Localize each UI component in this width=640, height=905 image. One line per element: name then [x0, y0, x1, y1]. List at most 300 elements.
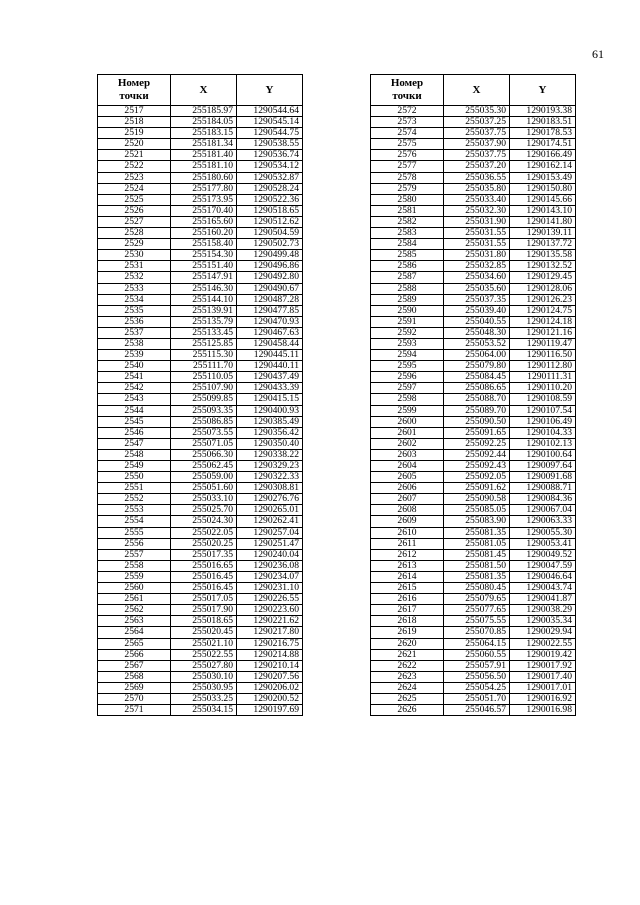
cell-x: 255022.05: [171, 527, 237, 538]
cell-y: 1290240.04: [237, 549, 303, 560]
cell-x: 255181.10: [171, 161, 237, 172]
table-row: [98, 649, 303, 660]
cell-point-number: 2594: [371, 350, 444, 361]
cell-point-number: 2611: [371, 538, 444, 549]
cell-point-number: 2568: [98, 671, 171, 682]
cell-x: 255060.55: [444, 649, 510, 660]
cell-y: 1290047.59: [510, 560, 576, 571]
cell-x: 255032.85: [444, 261, 510, 272]
table-row: [98, 438, 303, 449]
cell-y: 1290400.93: [237, 405, 303, 416]
table-row: [98, 294, 303, 305]
cell-x: 255146.30: [171, 283, 237, 294]
cell-point-number: 2599: [371, 405, 444, 416]
cell-y: 1290116.50: [510, 350, 576, 361]
cell-point-number: 2522: [98, 161, 171, 172]
cell-y: 1290210.14: [237, 660, 303, 671]
cell-x: 255090.50: [444, 416, 510, 427]
cell-y: 1290100.64: [510, 449, 576, 460]
cell-x: 255089.70: [444, 405, 510, 416]
table-row: [371, 194, 576, 205]
cell-point-number: 2585: [371, 250, 444, 261]
cell-x: 255030.95: [171, 682, 237, 693]
table-row: [371, 693, 576, 704]
table-row: [98, 516, 303, 527]
cell-x: 255020.45: [171, 627, 237, 638]
table-row: [98, 638, 303, 649]
table-row: [98, 416, 303, 427]
cell-y: 1290135.58: [510, 250, 576, 261]
cell-x: 255037.20: [444, 161, 510, 172]
table-row: [98, 106, 303, 117]
table-row: [98, 693, 303, 704]
table-row: [371, 516, 576, 527]
cell-x: 255031.55: [444, 228, 510, 239]
page-number: 61: [592, 47, 604, 61]
cell-point-number: 2570: [98, 693, 171, 704]
table-row: [371, 616, 576, 627]
cell-x: 255133.45: [171, 327, 237, 338]
cell-point-number: 2575: [371, 139, 444, 150]
cell-y: 1290124.18: [510, 316, 576, 327]
cell-point-number: 2542: [98, 383, 171, 394]
cell-y: 1290415.15: [237, 394, 303, 405]
cell-point-number: 2582: [371, 216, 444, 227]
cell-x: 255079.80: [444, 361, 510, 372]
cell-y: 1290207.56: [237, 671, 303, 682]
table-row: [371, 150, 576, 161]
cell-x: 255037.75: [444, 128, 510, 139]
cell-y: 1290019.42: [510, 649, 576, 660]
cell-x: 255033.10: [171, 494, 237, 505]
table-row: [98, 705, 303, 716]
cell-y: 1290251.47: [237, 538, 303, 549]
cell-x: 255180.60: [171, 172, 237, 183]
cell-point-number: 2578: [371, 172, 444, 183]
cell-y: 1290110.20: [510, 383, 576, 394]
cell-x: 255031.80: [444, 250, 510, 261]
cell-x: 255139.91: [171, 305, 237, 316]
cell-x: 255024.30: [171, 516, 237, 527]
cell-point-number: 2604: [371, 461, 444, 472]
cell-x: 255035.60: [444, 283, 510, 294]
cell-y: 1290016.92: [510, 693, 576, 704]
table-row: [371, 117, 576, 128]
cell-y: 1290102.13: [510, 438, 576, 449]
table-row: [371, 338, 576, 349]
cell-y: 1290236.08: [237, 560, 303, 571]
cell-y: 1290490.67: [237, 283, 303, 294]
cell-point-number: 2532: [98, 272, 171, 283]
cell-y: 1290496.86: [237, 261, 303, 272]
cell-x: 255016.45: [171, 571, 237, 582]
cell-y: 1290084.36: [510, 494, 576, 505]
table-row: [371, 416, 576, 427]
table-row: [371, 594, 576, 605]
table-row: [371, 250, 576, 261]
table-row: [98, 338, 303, 349]
column-header-y: Y: [510, 75, 576, 106]
cell-point-number: 2601: [371, 427, 444, 438]
cell-point-number: 2581: [371, 205, 444, 216]
cell-point-number: 2622: [371, 660, 444, 671]
cell-point-number: 2547: [98, 438, 171, 449]
table-row: [98, 616, 303, 627]
cell-y: 1290538.55: [237, 139, 303, 150]
cell-x: 255037.75: [444, 150, 510, 161]
table-row: [98, 139, 303, 150]
cell-point-number: 2567: [98, 660, 171, 671]
cell-x: 255031.90: [444, 216, 510, 227]
cell-x: 255092.05: [444, 472, 510, 483]
table-row: [98, 671, 303, 682]
cell-y: 1290522.36: [237, 194, 303, 205]
table-row: [371, 172, 576, 183]
cell-y: 1290055.30: [510, 527, 576, 538]
table-row: [371, 405, 576, 416]
cell-x: 255092.44: [444, 449, 510, 460]
cell-y: 1290276.76: [237, 494, 303, 505]
cell-point-number: 2563: [98, 616, 171, 627]
cell-point-number: 2530: [98, 250, 171, 261]
table-row: [371, 216, 576, 227]
table-row: [371, 682, 576, 693]
cell-y: 1290433.39: [237, 383, 303, 394]
cell-point-number: 2527: [98, 216, 171, 227]
table-row: [98, 472, 303, 483]
cell-x: 255081.35: [444, 527, 510, 538]
cell-y: 1290183.51: [510, 117, 576, 128]
cell-y: 1290338.22: [237, 449, 303, 460]
table-row: [371, 472, 576, 483]
table-row: [98, 594, 303, 605]
cell-point-number: 2562: [98, 605, 171, 616]
table-row: [98, 372, 303, 383]
cell-y: 1290499.48: [237, 250, 303, 261]
cell-y: 1290502.73: [237, 239, 303, 250]
cell-y: 1290112.80: [510, 361, 576, 372]
cell-x: 255125.85: [171, 338, 237, 349]
cell-y: 1290043.74: [510, 583, 576, 594]
table-row: [371, 128, 576, 139]
cell-point-number: 2574: [371, 128, 444, 139]
cell-y: 1290126.23: [510, 294, 576, 305]
cell-x: 255151.40: [171, 261, 237, 272]
column-header-x: X: [444, 75, 510, 106]
cell-point-number: 2569: [98, 682, 171, 693]
cell-y: 1290137.72: [510, 239, 576, 250]
cell-y: 1290217.80: [237, 627, 303, 638]
cell-point-number: 2596: [371, 372, 444, 383]
cell-x: 255017.90: [171, 605, 237, 616]
cell-point-number: 2560: [98, 583, 171, 594]
table-row: [371, 228, 576, 239]
cell-x: 255154.30: [171, 250, 237, 261]
cell-point-number: 2517: [98, 106, 171, 117]
table-row: [98, 538, 303, 549]
cell-point-number: 2536: [98, 316, 171, 327]
cell-point-number: 2616: [371, 594, 444, 605]
cell-y: 1290265.01: [237, 505, 303, 516]
table-row: [98, 128, 303, 139]
cell-y: 1290350.40: [237, 438, 303, 449]
table-row: [98, 361, 303, 372]
cell-y: 1290544.75: [237, 128, 303, 139]
cell-y: 1290162.14: [510, 161, 576, 172]
table-row: [371, 383, 576, 394]
cell-y: 1290221.62: [237, 616, 303, 627]
cell-point-number: 2553: [98, 505, 171, 516]
table-row: [371, 527, 576, 538]
cell-point-number: 2519: [98, 128, 171, 139]
cell-point-number: 2608: [371, 505, 444, 516]
cell-x: 255031.55: [444, 239, 510, 250]
cell-point-number: 2556: [98, 538, 171, 549]
header-number-line1: Номер: [390, 77, 424, 89]
cell-point-number: 2610: [371, 527, 444, 538]
table-row: [371, 427, 576, 438]
cell-x: 255020.25: [171, 538, 237, 549]
table-row: [371, 372, 576, 383]
cell-x: 255053.52: [444, 338, 510, 349]
table-row: [371, 305, 576, 316]
table-row: [371, 605, 576, 616]
cell-y: 1290487.28: [237, 294, 303, 305]
cell-x: 255035.80: [444, 183, 510, 194]
cell-point-number: 2518: [98, 117, 171, 128]
cell-point-number: 2573: [371, 117, 444, 128]
table-row: [371, 205, 576, 216]
cell-y: 1290108.59: [510, 394, 576, 405]
cell-x: 255081.35: [444, 571, 510, 582]
cell-point-number: 2571: [98, 705, 171, 716]
cell-y: 1290121.16: [510, 327, 576, 338]
cell-y: 1290200.52: [237, 693, 303, 704]
cell-point-number: 2602: [371, 438, 444, 449]
cell-y: 1290440.11: [237, 361, 303, 372]
cell-point-number: 2524: [98, 183, 171, 194]
cell-y: 1290038.29: [510, 605, 576, 616]
cell-x: 255081.45: [444, 549, 510, 560]
cell-x: 255075.55: [444, 616, 510, 627]
cell-y: 1290445.11: [237, 350, 303, 361]
table-row: [98, 327, 303, 338]
cell-point-number: 2606: [371, 483, 444, 494]
header-number-line2: точки: [119, 90, 149, 102]
cell-y: 1290231.10: [237, 583, 303, 594]
table-row: [371, 671, 576, 682]
cell-point-number: 2592: [371, 327, 444, 338]
cell-point-number: 2539: [98, 350, 171, 361]
cell-point-number: 2534: [98, 294, 171, 305]
table-row: [98, 483, 303, 494]
cell-x: 255017.35: [171, 549, 237, 560]
table-row: [98, 283, 303, 294]
cell-point-number: 2554: [98, 516, 171, 527]
cell-point-number: 2544: [98, 405, 171, 416]
cell-x: 255057.91: [444, 660, 510, 671]
cell-y: 1290437.49: [237, 372, 303, 383]
cell-y: 1290193.38: [510, 106, 576, 117]
cell-y: 1290226.55: [237, 594, 303, 605]
table-row: [98, 494, 303, 505]
cell-point-number: 2546: [98, 427, 171, 438]
cell-x: 255054.25: [444, 682, 510, 693]
table-row: [371, 283, 576, 294]
cell-x: 255092.43: [444, 461, 510, 472]
cell-y: 1290206.02: [237, 682, 303, 693]
cell-point-number: 2531: [98, 261, 171, 272]
cell-point-number: 2621: [371, 649, 444, 660]
cell-y: 1290458.44: [237, 338, 303, 349]
table-row: [98, 183, 303, 194]
cell-y: 1290106.49: [510, 416, 576, 427]
cell-x: 255030.10: [171, 671, 237, 682]
cell-point-number: 2557: [98, 549, 171, 560]
cell-y: 1290528.24: [237, 183, 303, 194]
cell-y: 1290544.64: [237, 106, 303, 117]
cell-y: 1290139.11: [510, 228, 576, 239]
table-row: [371, 583, 576, 594]
cell-point-number: 2576: [371, 150, 444, 161]
cell-y: 1290257.04: [237, 527, 303, 538]
cell-point-number: 2597: [371, 383, 444, 394]
table-row: [371, 571, 576, 582]
cell-y: 1290017.92: [510, 660, 576, 671]
cell-y: 1290504.59: [237, 228, 303, 239]
cell-x: 255027.80: [171, 660, 237, 671]
cell-y: 1290022.55: [510, 638, 576, 649]
cell-y: 1290197.69: [237, 705, 303, 716]
cell-x: 255037.25: [444, 117, 510, 128]
cell-point-number: 2613: [371, 560, 444, 571]
cell-point-number: 2561: [98, 594, 171, 605]
table-row: [371, 316, 576, 327]
table-row: [371, 183, 576, 194]
cell-point-number: 2538: [98, 338, 171, 349]
table-row: [98, 505, 303, 516]
coordinates-table-left: [97, 74, 303, 716]
cell-y: 1290046.64: [510, 571, 576, 582]
cell-x: 255081.50: [444, 560, 510, 571]
table-row: [371, 261, 576, 272]
table-row: [98, 549, 303, 560]
cell-x: 255070.85: [444, 627, 510, 638]
coordinates-table-right: [370, 74, 576, 716]
cell-x: 255064.15: [444, 638, 510, 649]
cell-y: 1290017.01: [510, 682, 576, 693]
table-row: [371, 106, 576, 117]
cell-x: 255086.65: [444, 383, 510, 394]
cell-x: 255107.90: [171, 383, 237, 394]
table-row: [98, 605, 303, 616]
cell-point-number: 2559: [98, 571, 171, 582]
table-row: [371, 483, 576, 494]
cell-point-number: 2565: [98, 638, 171, 649]
cell-x: 255083.90: [444, 516, 510, 527]
cell-point-number: 2535: [98, 305, 171, 316]
cell-y: 1290124.75: [510, 305, 576, 316]
column-header-x: X: [171, 75, 237, 106]
cell-point-number: 2566: [98, 649, 171, 660]
table-row: [371, 350, 576, 361]
cell-point-number: 2612: [371, 549, 444, 560]
cell-point-number: 2624: [371, 682, 444, 693]
table-row: [98, 449, 303, 460]
table-row: [98, 560, 303, 571]
cell-point-number: 2586: [371, 261, 444, 272]
cell-x: 255016.65: [171, 560, 237, 571]
table-row: [371, 705, 576, 716]
cell-y: 1290467.63: [237, 327, 303, 338]
cell-x: 255080.45: [444, 583, 510, 594]
cell-point-number: 2525: [98, 194, 171, 205]
cell-point-number: 2552: [98, 494, 171, 505]
cell-y: 1290129.45: [510, 272, 576, 283]
cell-x: 255086.85: [171, 416, 237, 427]
table-row: [98, 383, 303, 394]
cell-x: 255090.58: [444, 494, 510, 505]
column-header-point-number: [98, 75, 171, 106]
cell-y: 1290128.06: [510, 283, 576, 294]
table-row: [98, 239, 303, 250]
table-row: [98, 427, 303, 438]
cell-y: 1290308.81: [237, 483, 303, 494]
cell-x: 255181.34: [171, 139, 237, 150]
cell-y: 1290041.87: [510, 594, 576, 605]
cell-x: 255039.40: [444, 305, 510, 316]
table-row: [371, 649, 576, 660]
cell-y: 1290512.62: [237, 216, 303, 227]
cell-y: 1290178.53: [510, 128, 576, 139]
cell-x: 255034.60: [444, 272, 510, 283]
cell-y: 1290067.04: [510, 505, 576, 516]
cell-y: 1290214.88: [237, 649, 303, 660]
cell-point-number: 2579: [371, 183, 444, 194]
cell-point-number: 2619: [371, 627, 444, 638]
cell-x: 255099.85: [171, 394, 237, 405]
cell-x: 255181.40: [171, 150, 237, 161]
cell-point-number: 2620: [371, 638, 444, 649]
cell-x: 255185.97: [171, 106, 237, 117]
cell-point-number: 2600: [371, 416, 444, 427]
cell-x: 255021.10: [171, 638, 237, 649]
cell-point-number: 2595: [371, 361, 444, 372]
cell-x: 255037.90: [444, 139, 510, 150]
cell-point-number: 2528: [98, 228, 171, 239]
cell-y: 1290518.65: [237, 205, 303, 216]
table-row: [98, 205, 303, 216]
table-row: [98, 150, 303, 161]
table-row: [98, 571, 303, 582]
table-row: [98, 172, 303, 183]
cell-x: 255056.50: [444, 671, 510, 682]
cell-y: 1290132.52: [510, 261, 576, 272]
table-row: [98, 583, 303, 594]
cell-x: 255160.20: [171, 228, 237, 239]
cell-point-number: 2587: [371, 272, 444, 283]
cell-point-number: 2605: [371, 472, 444, 483]
cell-x: 255018.65: [171, 616, 237, 627]
table-header-row: [98, 75, 303, 106]
header-number-line2: точки: [392, 90, 422, 102]
cell-y: 1290035.34: [510, 616, 576, 627]
cell-point-number: 2584: [371, 239, 444, 250]
cell-x: 255088.70: [444, 394, 510, 405]
table-header-row: [371, 75, 576, 106]
cell-point-number: 2591: [371, 316, 444, 327]
cell-y: 1290150.80: [510, 183, 576, 194]
